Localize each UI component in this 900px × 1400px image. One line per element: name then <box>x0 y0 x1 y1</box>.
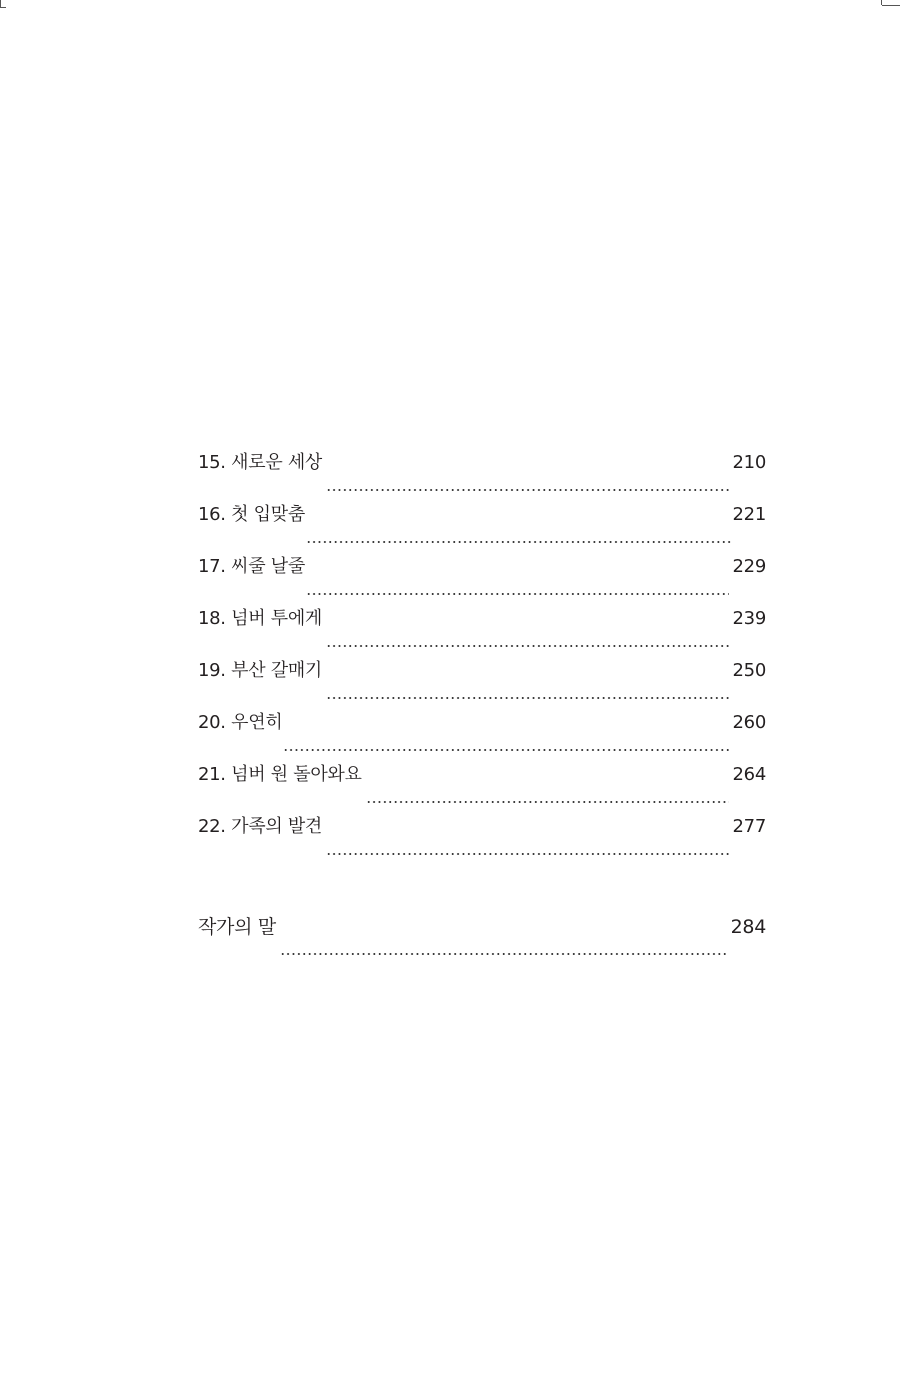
toc-entry-afterword[interactable] <box>198 912 766 964</box>
table-of-contents <box>198 448 766 964</box>
toc-entry-page: 250 <box>732 660 766 681</box>
toc-entry-title: 작가의 말 <box>198 916 276 938</box>
section-spacer <box>198 864 766 912</box>
toc-entry-page: 284 <box>730 916 766 938</box>
dot-leader <box>326 853 729 855</box>
dot-leader <box>283 749 728 751</box>
toc-entry-22[interactable] <box>198 812 766 864</box>
dot-leader <box>326 489 729 491</box>
dot-leader <box>280 953 727 955</box>
toc-entry-21[interactable] <box>198 760 766 812</box>
dot-leader <box>326 645 729 647</box>
dot-leader <box>326 697 729 699</box>
toc-entry-page: 260 <box>732 712 766 733</box>
toc-entry-page: 277 <box>732 816 766 837</box>
toc-entry-title: 18. 넘버 투에게 <box>198 608 323 629</box>
toc-entry-16[interactable] <box>198 500 766 552</box>
crop-mark-top-right-horizontal <box>882 5 900 6</box>
toc-entry-19[interactable] <box>198 656 766 708</box>
toc-entry-title: 17. 씨줄 날줄 <box>198 556 305 577</box>
toc-entry-page: 229 <box>732 556 766 577</box>
toc-entry-17[interactable] <box>198 552 766 604</box>
toc-entry-title: 22. 가족의 발견 <box>198 816 323 837</box>
toc-entry-page: 210 <box>732 452 766 473</box>
crop-mark-top-left-horizontal <box>0 7 6 8</box>
toc-entry-20[interactable] <box>198 708 766 760</box>
toc-entry-title: 20. 우연히 <box>198 712 283 733</box>
dot-leader <box>306 593 729 595</box>
dot-leader <box>366 801 729 803</box>
toc-entry-title: 16. 첫 입맞춤 <box>198 504 305 525</box>
toc-entry-page: 239 <box>732 608 766 629</box>
toc-entry-title: 19. 부산 갈매기 <box>198 660 323 681</box>
toc-entry-18[interactable] <box>198 604 766 656</box>
dot-leader <box>306 541 733 543</box>
toc-entry-title: 21. 넘버 원 돌아와요 <box>198 764 362 785</box>
toc-entry-15[interactable] <box>198 448 766 500</box>
toc-entry-title: 15. 새로운 세상 <box>198 452 323 473</box>
toc-entry-page: 221 <box>732 504 766 525</box>
toc-entry-page: 264 <box>732 764 766 785</box>
